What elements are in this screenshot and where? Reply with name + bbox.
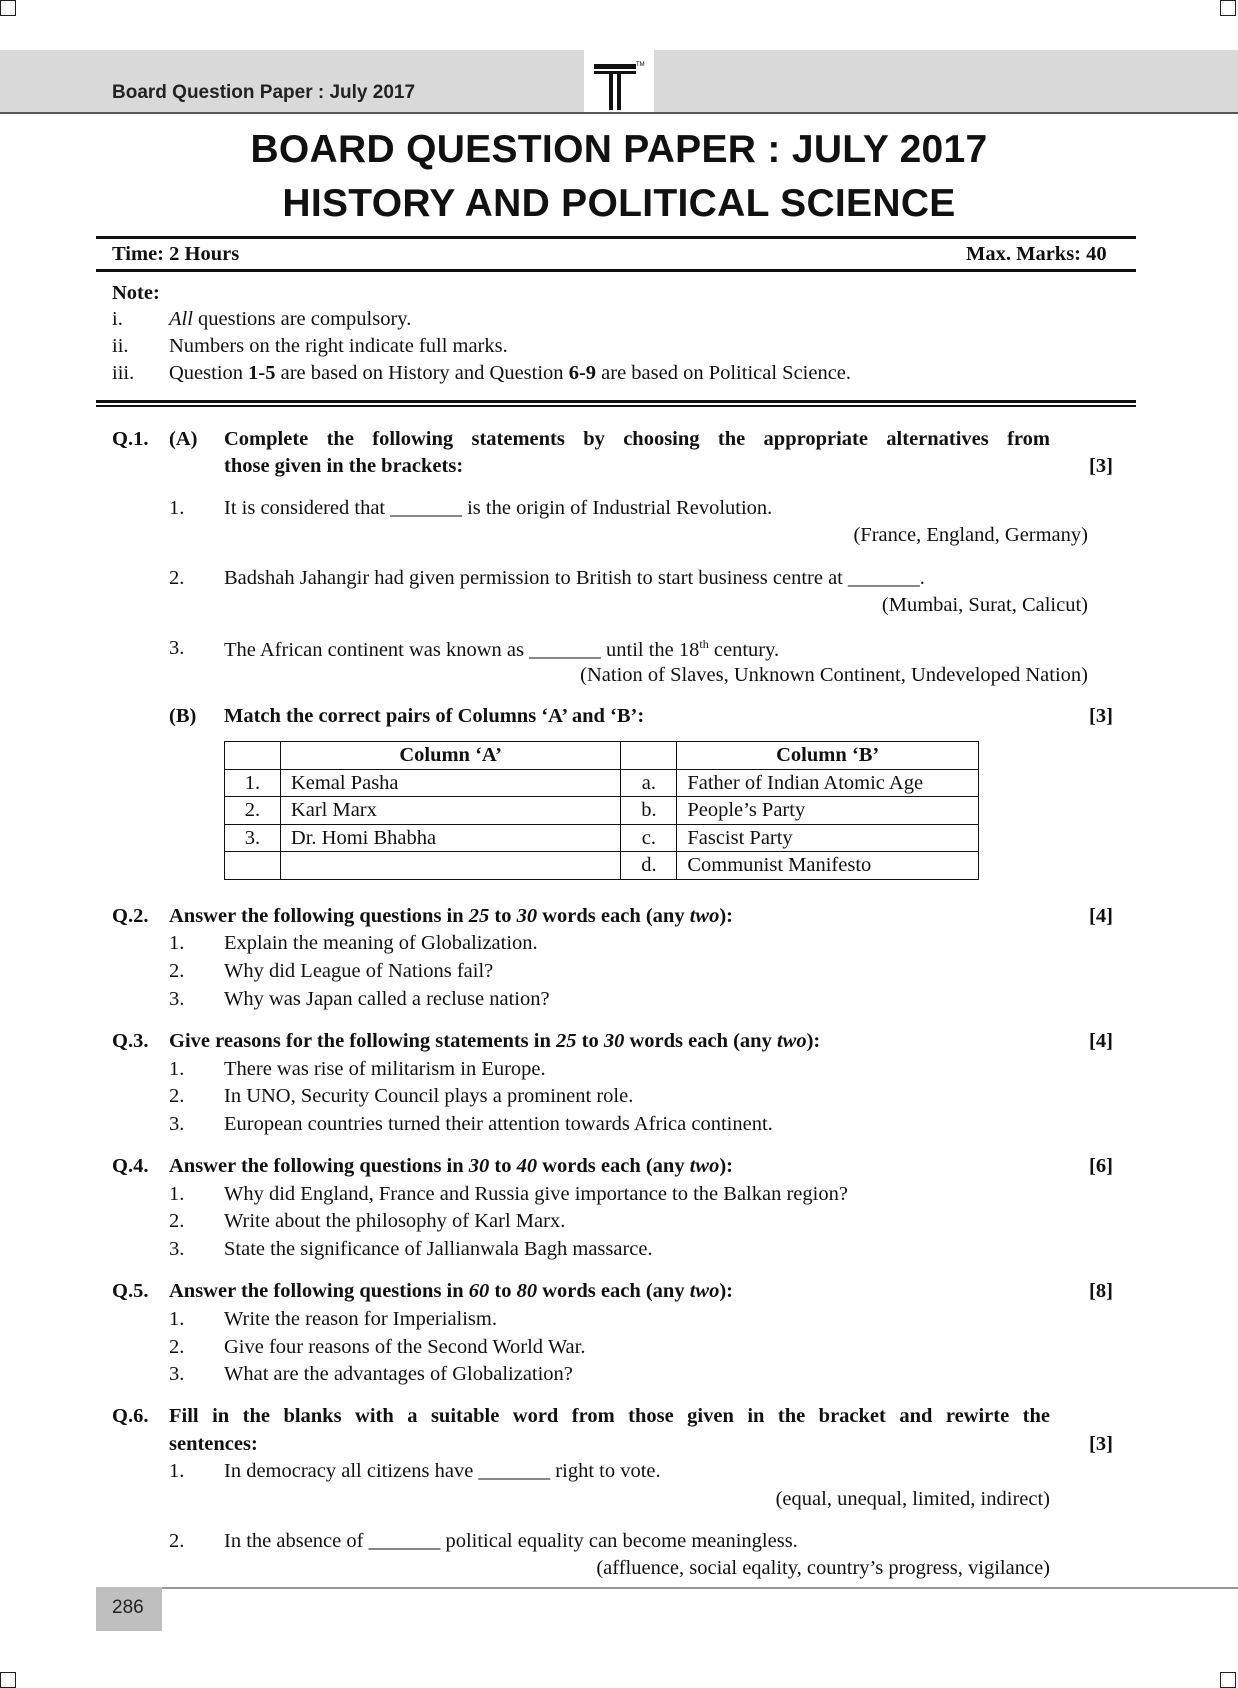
- page-subtitle: HISTORY AND POLITICAL SCIENCE: [282, 182, 956, 225]
- table-row: [225, 797, 979, 825]
- q3-item-2: In UNO, Security Council plays a prominent role.: [224, 1085, 634, 1107]
- q4-item-1: Why did England, France and Russia give importance to the Balkan region?: [224, 1183, 848, 1205]
- q2-item-num: 1.: [169, 932, 185, 954]
- rule-after-note-1: [96, 400, 1136, 403]
- q5-item-num: 2.: [169, 1336, 185, 1358]
- q6-marks: [3]: [1089, 1433, 1113, 1455]
- q1-part-a-label: (A): [169, 428, 198, 450]
- q1-part-b-label: (B): [169, 705, 197, 727]
- rule-under-meta: [96, 269, 1136, 272]
- table-row: [225, 852, 979, 880]
- column-b-header: Column ‘B’: [677, 742, 979, 770]
- note-item-num: ii.: [112, 335, 129, 357]
- match-table: [224, 741, 979, 880]
- q5-item-3: What are the advantages of Globalization?: [224, 1363, 573, 1385]
- table-cell: c.: [621, 824, 677, 852]
- q5-item-2: Give four reasons of the Second World War.: [224, 1336, 586, 1358]
- q2-item-3: Why was Japan called a recluse nation?: [224, 988, 550, 1010]
- page-number: 286: [112, 1597, 144, 1618]
- q1a-item-num: 2.: [169, 567, 185, 589]
- q2-item-num: 3.: [169, 988, 185, 1010]
- q2-number: Q.2.: [112, 905, 149, 927]
- q4-item-num: 3.: [169, 1238, 185, 1260]
- table-row: [225, 824, 979, 852]
- q6-item-2-options: (affluence, social eqality, country’s progress, vigilance): [596, 1557, 1050, 1579]
- table-cell: Kemal Pasha: [280, 769, 621, 797]
- q1a-item-num: 1.: [169, 497, 185, 519]
- max-marks: Max. Marks: 40: [966, 243, 1107, 265]
- svg-text:TM: TM: [636, 62, 645, 68]
- q3-number: Q.3.: [112, 1030, 149, 1052]
- note-item-num: i.: [112, 308, 123, 330]
- q5-instruction: Answer the following questions in 60 to 80 words each (any two):: [169, 1280, 733, 1302]
- q4-item-2: Write about the philosophy of Karl Marx.: [224, 1210, 566, 1232]
- q2-item-num: 2.: [169, 960, 185, 982]
- q6-item-num: 2.: [169, 1530, 185, 1552]
- page-title: BOARD QUESTION PAPER : JULY 2017: [250, 128, 988, 171]
- q5-marks: [8]: [1089, 1280, 1113, 1302]
- note-item-3: Question 1-5 are based on History and Question 6-9 are based on Political Science.: [169, 362, 852, 384]
- table-cell: Communist Manifesto: [677, 852, 979, 880]
- q6-item-2-text: In the absence of _______ political equality can become meaningless.: [224, 1530, 798, 1552]
- table-cell: b.: [621, 797, 677, 825]
- q5-item-num: 1.: [169, 1308, 185, 1330]
- q1a-item-3-options: (Nation of Slaves, Unknown Continent, Undeveloped Nation): [580, 664, 1088, 686]
- q4-number: Q.4.: [112, 1155, 149, 1177]
- crop-mark-top-left: [0, 0, 16, 16]
- q6-number: Q.6.: [112, 1405, 149, 1427]
- q3-item-3: European countries turned their attention towards Africa continent.: [224, 1113, 773, 1135]
- table-row: [225, 769, 979, 797]
- q1-part-a-instruction-line2: those given in the brackets:: [224, 455, 464, 477]
- q6-item-num: 1.: [169, 1460, 185, 1482]
- rule-top: [96, 236, 1136, 239]
- target-publications-logo-icon: [592, 58, 648, 112]
- q1a-item-3-text: The African continent was known as _______ until the 18th century.: [224, 637, 780, 661]
- q1a-item-2-text: Badshah Jahangir had given permission to British to start business centre at _______.: [224, 567, 925, 589]
- q3-item-num: 1.: [169, 1058, 185, 1080]
- table-header-row: [225, 742, 979, 770]
- q2-item-1: Explain the meaning of Globalization.: [224, 932, 538, 954]
- q1-part-a-instruction-line1: Complete the following statements by choosing the appropriate alternatives from: [224, 428, 1050, 450]
- running-title: Board Question Paper : July 2017: [112, 82, 416, 103]
- table-cell: [225, 742, 281, 770]
- q5-item-1: Write the reason for Imperialism.: [224, 1308, 497, 1330]
- q1-part-b-instruction: Match the correct pairs of Columns ‘A’ and ‘B’:: [224, 705, 645, 727]
- crop-mark-bottom-left: [0, 1672, 16, 1688]
- q4-instruction: Answer the following questions in 30 to 40 words each (any two):: [169, 1155, 733, 1177]
- note-item-2: Numbers on the right indicate full marks.: [169, 335, 508, 357]
- table-cell: a.: [621, 769, 677, 797]
- crop-mark-top-right: [1220, 0, 1236, 16]
- q1-part-b-marks: [3]: [1089, 705, 1113, 727]
- q2-item-2: Why did League of Nations fail?: [224, 960, 494, 982]
- q1-part-a-marks: [3]: [1089, 455, 1113, 477]
- q5-number: Q.5.: [112, 1280, 149, 1302]
- table-cell: People’s Party: [677, 797, 979, 825]
- column-a-header: Column ‘A’: [280, 742, 621, 770]
- q4-item-num: 1.: [169, 1183, 185, 1205]
- table-cell: 1.: [225, 769, 281, 797]
- q3-item-num: 3.: [169, 1113, 185, 1135]
- q1a-item-2-options: (Mumbai, Surat, Calicut): [881, 594, 1088, 616]
- q1a-item-1-options: (France, England, Germany): [853, 524, 1088, 546]
- table-cell: [621, 742, 677, 770]
- rule-after-note-2: [96, 405, 1136, 407]
- table-cell: Karl Marx: [280, 797, 621, 825]
- q1a-item-num: 3.: [169, 637, 185, 659]
- header-rule: [0, 112, 1238, 114]
- q3-instruction: Give reasons for the following statements in 25 to 30 words each (any two):: [169, 1030, 821, 1052]
- table-cell: Dr. Homi Bhabha: [280, 824, 621, 852]
- note-item-1: All questions are compulsory.: [169, 308, 412, 330]
- q2-instruction: Answer the following questions in 25 to 30 words each (any two):: [169, 905, 733, 927]
- time-allowed: Time: 2 Hours: [112, 243, 240, 265]
- table-cell: [225, 852, 281, 880]
- q1a-item-1-text: It is considered that _______ is the origin of Industrial Revolution.: [224, 497, 773, 519]
- q2-marks: [4]: [1089, 905, 1113, 927]
- q3-item-num: 2.: [169, 1085, 185, 1107]
- table-cell: 2.: [225, 797, 281, 825]
- table-cell: 3.: [225, 824, 281, 852]
- note-item-num: iii.: [112, 362, 135, 384]
- q3-item-1: There was rise of militarism in Europe.: [224, 1058, 546, 1080]
- q4-item-num: 2.: [169, 1210, 185, 1232]
- q3-marks: [4]: [1089, 1030, 1113, 1052]
- table-cell: Fascist Party: [677, 824, 979, 852]
- crop-mark-bottom-right: [1220, 1672, 1236, 1688]
- q6-item-1-text: In democracy all citizens have _______ right to vote.: [224, 1460, 661, 1482]
- q6-instruction-line2: sentences:: [169, 1433, 258, 1455]
- q6-item-1-options: (equal, unequal, limited, indirect): [775, 1488, 1050, 1510]
- q6-instruction-line1: Fill in the blanks with a suitable word from those given in the bracket and rewirte the: [169, 1405, 1050, 1427]
- table-cell: Father of Indian Atomic Age: [677, 769, 979, 797]
- table-cell: d.: [621, 852, 677, 880]
- table-cell: [280, 852, 621, 880]
- q4-marks: [6]: [1089, 1155, 1113, 1177]
- q1-number: Q.1.: [112, 428, 149, 450]
- note-heading: Note:: [112, 282, 160, 304]
- footer-rule: [96, 1587, 1238, 1589]
- q4-item-3: State the significance of Jallianwala Bagh massarce.: [224, 1238, 653, 1260]
- q5-item-num: 3.: [169, 1363, 185, 1385]
